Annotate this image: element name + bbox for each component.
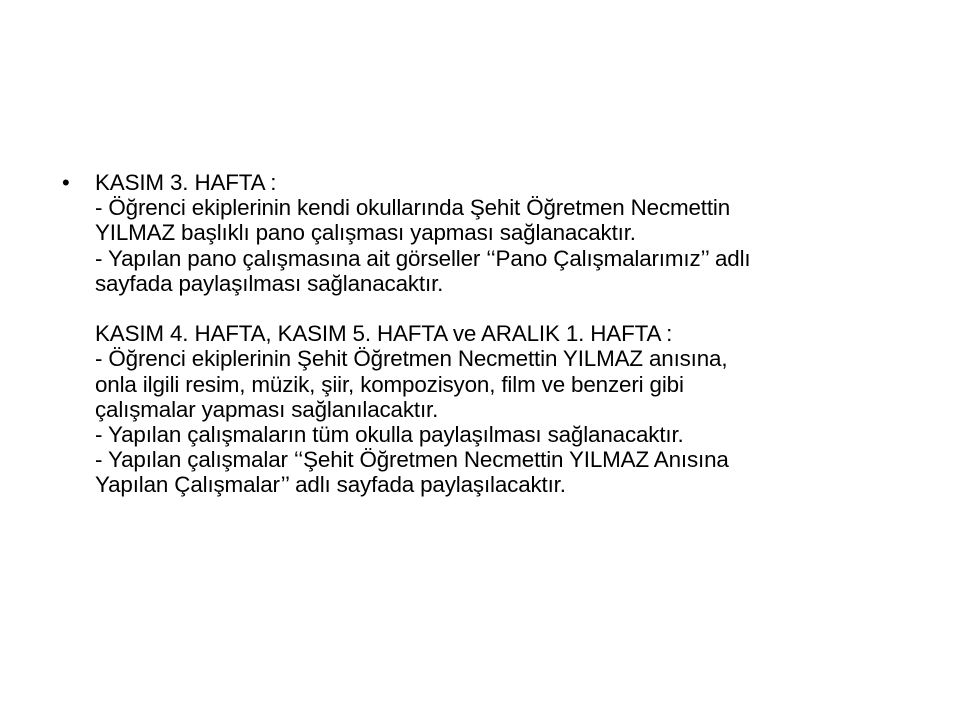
text-line: - Yapılan çalışmaların tüm okulla paylaşılması sağlanacaktır. xyxy=(95,421,684,447)
text-line: onla ilgili resim, müzik, şiir, kompozisyon, film ve benzeri gibi xyxy=(95,371,684,397)
paragraph-kasim-3-hafta xyxy=(95,170,750,296)
text-line: sayfada paylaşılması sağlanacaktır. xyxy=(95,270,444,296)
text-line: - Yapılan pano çalışmasına ait görseller ‘‘Pano Çalışmalarımız’’ adlı xyxy=(95,245,751,271)
text-line: KASIM 3. HAFTA : xyxy=(95,170,277,195)
bullet-marker: • xyxy=(62,170,70,195)
bullet-text-block xyxy=(95,170,750,497)
text-line: - Öğrenci ekiplerinin kendi okullarında Şehit Öğretmen Necmettin xyxy=(95,195,731,221)
paragraph-kasim-4-5-aralik-1-hafta xyxy=(95,321,750,497)
text-line: çalışmalar yapması sağlanılacaktır. xyxy=(95,396,439,422)
text-line: - Yapılan çalışmalar ‘‘Şehit Öğretmen Necmettin YILMAZ Anısına xyxy=(95,447,729,473)
text-line: YILMAZ başlıklı pano çalışması yapması sağlanacaktır. xyxy=(95,220,636,246)
blank-line xyxy=(95,296,750,321)
text-line: - Öğrenci ekiplerinin Şehit Öğretmen Necmettin YILMAZ anısına, xyxy=(95,346,728,372)
bullet-list-item xyxy=(62,170,750,497)
text-line: KASIM 4. HAFTA, KASIM 5. HAFTA ve ARALIK 1. HAFTA : xyxy=(95,321,673,347)
text-line: Yapılan Çalışmalar’’ adlı sayfada paylaşılacaktır. xyxy=(95,472,566,498)
